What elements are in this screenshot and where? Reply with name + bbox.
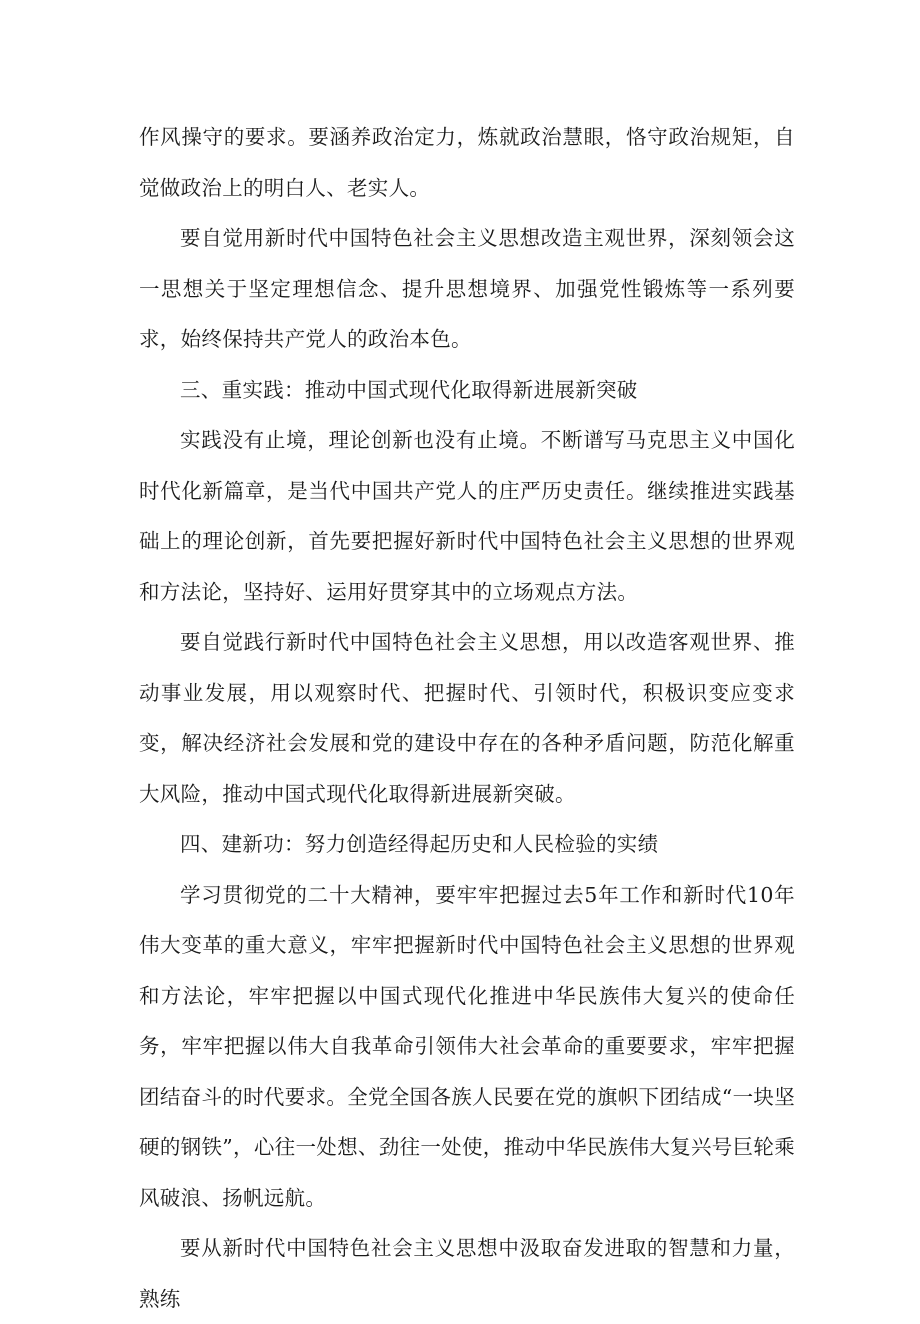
- section-heading-4: 四、建新功：努力创造经得起历史和人民检验的实绩: [180, 832, 659, 856]
- paragraph: 要自觉践行新时代中国特色社会主义思想，用以改造客观世界、推动事业发展，用以观察时代、把握时代、引领时代，积极识变应变求变，解决经济社会发展和党的建设中存在的各种矛盾问题，防范化解重大风险，推动中国式现代化取得新进展新突破。: [139, 630, 795, 806]
- paragraph: 学习贯彻党的二十大精神，要牢牢把握过去5年工作和新时代10年伟大变革的重大意义，牢牢把握新时代中国特色社会主义思想的世界观和方法论，牢牢把握以中国式现代化推进中华民族伟大复兴的使命任务，牢牢把握以伟大自我革命引领伟大社会革命的重要要求，牢牢把握团结奋斗的时代要求。全党全国各族人民要在党的旗帜下团结成“一块坚硬的钢铁”，心往一处想、劲往一处使，推动中华民族伟大复兴号巨轮乘风破浪、扬帆远航。: [139, 882, 795, 1210]
- paragraph-continuation: 作风操守的要求。要涵养政治定力，炼就政治慧眼，恪守政治规矩，自觉做政治上的明白人、老实人。: [139, 125, 795, 200]
- paragraph-truncated: 要从新时代中国特色社会主义思想中汲取奋发进取的智慧和力量，熟练: [139, 1236, 795, 1311]
- paragraph: 要自觉用新时代中国特色社会主义思想改造主观世界，深刻领会这一思想关于坚定理想信念、提升思想境界、加强党性锻炼等一系列要求，始终保持共产党人的政治本色。: [139, 226, 795, 351]
- paragraph: 实践没有止境，理论创新也没有止境。不断谱写马克思主义中国化时代化新篇章，是当代中国共产党人的庄严历史责任。继续推进实践基础上的理论创新，首先要把握好新时代中国特色社会主义思想的世界观和方法论，坚持好、运用好贯穿其中的立场观点方法。: [139, 428, 795, 604]
- section-heading-3: 三、重实践：推动中国式现代化取得新进展新突破: [180, 377, 638, 402]
- document-body: [139, 112, 795, 1324]
